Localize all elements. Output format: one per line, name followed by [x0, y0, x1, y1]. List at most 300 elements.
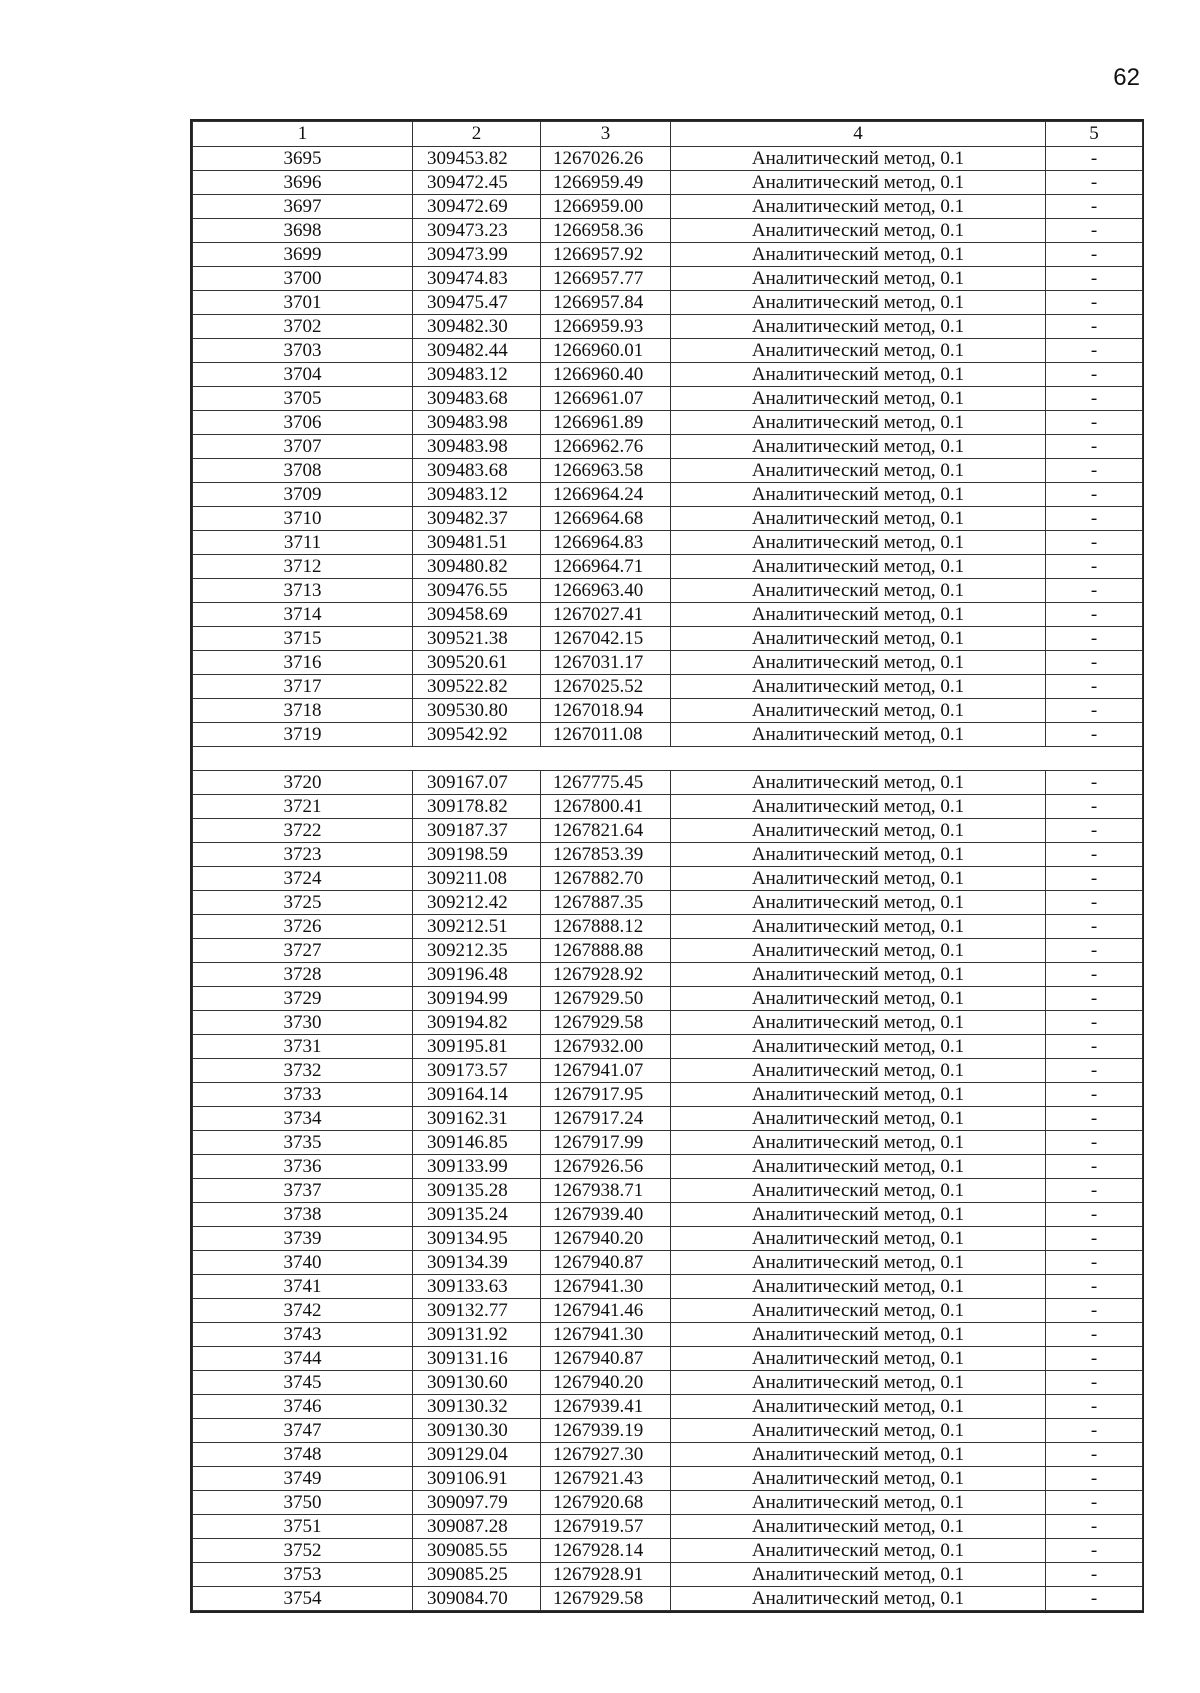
y-coordinate-cell: 1266959.49	[541, 171, 671, 195]
point-number-cell: 3752	[193, 1539, 413, 1563]
note-cell: -	[1046, 555, 1143, 579]
method-cell: Аналитический метод, 0.1	[671, 987, 1046, 1011]
y-coordinate-cell: 1267042.15	[541, 627, 671, 651]
point-number-cell: 3703	[193, 339, 413, 363]
point-number-cell: 3696	[193, 171, 413, 195]
method-cell: Аналитический метод, 0.1	[671, 939, 1046, 963]
note-cell: -	[1046, 795, 1143, 819]
point-number-cell: 3725	[193, 891, 413, 915]
y-coordinate-cell: 1267917.95	[541, 1083, 671, 1107]
note-cell: -	[1046, 1011, 1143, 1035]
y-coordinate-cell: 1267938.71	[541, 1179, 671, 1203]
point-number-cell: 3726	[193, 915, 413, 939]
y-coordinate-cell: 1266964.71	[541, 555, 671, 579]
table-row	[193, 363, 1143, 387]
method-cell: Аналитический метод, 0.1	[671, 459, 1046, 483]
point-number-cell: 3748	[193, 1443, 413, 1467]
table-row	[193, 627, 1143, 651]
table-row	[193, 843, 1143, 867]
y-coordinate-cell: 1267025.52	[541, 675, 671, 699]
note-cell: -	[1046, 1491, 1143, 1515]
point-number-cell: 3705	[193, 387, 413, 411]
point-number-cell: 3714	[193, 603, 413, 627]
method-cell: Аналитический метод, 0.1	[671, 1419, 1046, 1443]
y-coordinate-cell: 1266962.76	[541, 435, 671, 459]
point-number-cell: 3746	[193, 1395, 413, 1419]
table-row	[193, 603, 1143, 627]
note-cell: -	[1046, 315, 1143, 339]
method-cell: Аналитический метод, 0.1	[671, 1515, 1046, 1539]
note-cell: -	[1046, 651, 1143, 675]
y-coordinate-cell: 1267011.08	[541, 723, 671, 747]
note-cell: -	[1046, 435, 1143, 459]
method-cell: Аналитический метод, 0.1	[671, 1491, 1046, 1515]
note-cell: -	[1046, 1083, 1143, 1107]
table-row	[193, 1107, 1143, 1131]
point-number-cell: 3727	[193, 939, 413, 963]
note-cell: -	[1046, 891, 1143, 915]
point-number-cell: 3744	[193, 1347, 413, 1371]
note-cell: -	[1046, 147, 1143, 171]
y-coordinate-cell: 1266961.07	[541, 387, 671, 411]
x-coordinate-cell: 309134.95	[413, 1227, 541, 1251]
point-number-cell: 3736	[193, 1155, 413, 1179]
y-coordinate-cell: 1267882.70	[541, 867, 671, 891]
table-row	[193, 195, 1143, 219]
x-coordinate-cell: 309129.04	[413, 1443, 541, 1467]
method-cell: Аналитический метод, 0.1	[671, 1059, 1046, 1083]
method-cell: Аналитический метод, 0.1	[671, 195, 1046, 219]
point-number-cell: 3749	[193, 1467, 413, 1491]
x-coordinate-cell: 309087.28	[413, 1515, 541, 1539]
table-row	[193, 1347, 1143, 1371]
note-cell: -	[1046, 1347, 1143, 1371]
note-cell: -	[1046, 819, 1143, 843]
method-cell: Аналитический метод, 0.1	[671, 675, 1046, 699]
table-row	[193, 915, 1143, 939]
y-coordinate-cell: 1266957.92	[541, 243, 671, 267]
method-cell: Аналитический метод, 0.1	[671, 1203, 1046, 1227]
note-cell: -	[1046, 339, 1143, 363]
note-cell: -	[1046, 219, 1143, 243]
point-number-cell: 3742	[193, 1299, 413, 1323]
x-coordinate-cell: 309097.79	[413, 1491, 541, 1515]
x-coordinate-cell: 309164.14	[413, 1083, 541, 1107]
method-cell: Аналитический метод, 0.1	[671, 771, 1046, 795]
note-cell: -	[1046, 243, 1143, 267]
note-cell: -	[1046, 771, 1143, 795]
method-cell: Аналитический метод, 0.1	[671, 1035, 1046, 1059]
table-row	[193, 555, 1143, 579]
x-coordinate-cell: 309483.68	[413, 387, 541, 411]
method-cell: Аналитический метод, 0.1	[671, 483, 1046, 507]
method-cell: Аналитический метод, 0.1	[671, 1587, 1046, 1611]
y-coordinate-cell: 1267939.41	[541, 1395, 671, 1419]
x-coordinate-cell: 309135.24	[413, 1203, 541, 1227]
table-row	[193, 1323, 1143, 1347]
table-row	[193, 1467, 1143, 1491]
method-cell: Аналитический метод, 0.1	[671, 1371, 1046, 1395]
method-cell: Аналитический метод, 0.1	[671, 819, 1046, 843]
table-row	[193, 1131, 1143, 1155]
y-coordinate-cell: 1267929.58	[541, 1011, 671, 1035]
note-cell: -	[1046, 963, 1143, 987]
point-number-cell: 3745	[193, 1371, 413, 1395]
point-number-cell: 3750	[193, 1491, 413, 1515]
point-number-cell: 3697	[193, 195, 413, 219]
table-row	[193, 1587, 1143, 1611]
x-coordinate-cell: 309131.92	[413, 1323, 541, 1347]
x-coordinate-cell: 309085.55	[413, 1539, 541, 1563]
method-cell: Аналитический метод, 0.1	[671, 507, 1046, 531]
method-cell: Аналитический метод, 0.1	[671, 963, 1046, 987]
note-cell: -	[1046, 1275, 1143, 1299]
x-coordinate-cell: 309106.91	[413, 1467, 541, 1491]
y-coordinate-cell: 1267026.26	[541, 147, 671, 171]
x-coordinate-cell: 309194.82	[413, 1011, 541, 1035]
method-cell: Аналитический метод, 0.1	[671, 867, 1046, 891]
x-coordinate-cell: 309212.51	[413, 915, 541, 939]
point-number-cell: 3701	[193, 291, 413, 315]
y-coordinate-cell: 1267929.58	[541, 1587, 671, 1611]
x-coordinate-cell: 309146.85	[413, 1131, 541, 1155]
header-cell-2: 2	[413, 122, 541, 147]
note-cell: -	[1046, 387, 1143, 411]
point-number-cell: 3723	[193, 843, 413, 867]
note-cell: -	[1046, 507, 1143, 531]
note-cell: -	[1046, 603, 1143, 627]
point-number-cell: 3698	[193, 219, 413, 243]
table-row	[193, 819, 1143, 843]
x-coordinate-cell: 309458.69	[413, 603, 541, 627]
method-cell: Аналитический метод, 0.1	[671, 1275, 1046, 1299]
note-cell: -	[1046, 843, 1143, 867]
method-cell: Аналитический метод, 0.1	[671, 843, 1046, 867]
note-cell: -	[1046, 459, 1143, 483]
note-cell: -	[1046, 723, 1143, 747]
table-row	[193, 147, 1143, 171]
y-coordinate-cell: 1267940.87	[541, 1347, 671, 1371]
point-number-cell: 3733	[193, 1083, 413, 1107]
header-cell-4: 4	[671, 122, 1046, 147]
y-coordinate-cell: 1267887.35	[541, 891, 671, 915]
x-coordinate-cell: 309476.55	[413, 579, 541, 603]
method-cell: Аналитический метод, 0.1	[671, 1323, 1046, 1347]
y-coordinate-cell: 1267853.39	[541, 843, 671, 867]
y-coordinate-cell: 1267941.30	[541, 1323, 671, 1347]
point-number-cell: 3716	[193, 651, 413, 675]
point-number-cell: 3718	[193, 699, 413, 723]
note-cell: -	[1046, 987, 1143, 1011]
table-row	[193, 507, 1143, 531]
y-coordinate-cell: 1267800.41	[541, 795, 671, 819]
y-coordinate-cell: 1267031.17	[541, 651, 671, 675]
point-number-cell: 3719	[193, 723, 413, 747]
y-coordinate-cell: 1267940.87	[541, 1251, 671, 1275]
method-cell: Аналитический метод, 0.1	[671, 627, 1046, 651]
y-coordinate-cell: 1267920.68	[541, 1491, 671, 1515]
y-coordinate-cell: 1267932.00	[541, 1035, 671, 1059]
note-cell: -	[1046, 627, 1143, 651]
table-row	[193, 1011, 1143, 1035]
y-coordinate-cell: 1267940.20	[541, 1371, 671, 1395]
table-row	[193, 651, 1143, 675]
x-coordinate-cell: 309134.39	[413, 1251, 541, 1275]
table-row	[193, 1563, 1143, 1587]
table-row	[193, 1251, 1143, 1275]
point-number-cell: 3700	[193, 267, 413, 291]
y-coordinate-cell: 1267927.30	[541, 1443, 671, 1467]
note-cell: -	[1046, 579, 1143, 603]
note-cell: -	[1046, 267, 1143, 291]
x-coordinate-cell: 309473.23	[413, 219, 541, 243]
x-coordinate-cell: 309475.47	[413, 291, 541, 315]
note-cell: -	[1046, 1131, 1143, 1155]
method-cell: Аналитический метод, 0.1	[671, 363, 1046, 387]
y-coordinate-cell: 1267917.99	[541, 1131, 671, 1155]
x-coordinate-cell: 309521.38	[413, 627, 541, 651]
table-row	[193, 1419, 1143, 1443]
y-coordinate-cell: 1267928.14	[541, 1539, 671, 1563]
point-number-cell: 3740	[193, 1251, 413, 1275]
method-cell: Аналитический метод, 0.1	[671, 435, 1046, 459]
note-cell: -	[1046, 1251, 1143, 1275]
table-row	[193, 1059, 1143, 1083]
x-coordinate-cell: 309167.07	[413, 771, 541, 795]
y-coordinate-cell: 1266959.00	[541, 195, 671, 219]
point-number-cell: 3721	[193, 795, 413, 819]
method-cell: Аналитический метод, 0.1	[671, 1347, 1046, 1371]
method-cell: Аналитический метод, 0.1	[671, 291, 1046, 315]
y-coordinate-cell: 1266964.24	[541, 483, 671, 507]
x-coordinate-cell: 309473.99	[413, 243, 541, 267]
x-coordinate-cell: 309195.81	[413, 1035, 541, 1059]
point-number-cell: 3712	[193, 555, 413, 579]
x-coordinate-cell: 309482.30	[413, 315, 541, 339]
x-coordinate-cell: 309482.37	[413, 507, 541, 531]
y-coordinate-cell: 1266963.40	[541, 579, 671, 603]
x-coordinate-cell: 309173.57	[413, 1059, 541, 1083]
y-coordinate-cell: 1266959.93	[541, 315, 671, 339]
x-coordinate-cell: 309196.48	[413, 963, 541, 987]
x-coordinate-cell: 309483.68	[413, 459, 541, 483]
point-number-cell: 3695	[193, 147, 413, 171]
x-coordinate-cell: 309472.45	[413, 171, 541, 195]
table-row	[193, 1539, 1143, 1563]
y-coordinate-cell: 1267821.64	[541, 819, 671, 843]
point-number-cell: 3708	[193, 459, 413, 483]
method-cell: Аналитический метод, 0.1	[671, 339, 1046, 363]
note-cell: -	[1046, 1395, 1143, 1419]
y-coordinate-cell: 1267939.19	[541, 1419, 671, 1443]
method-cell: Аналитический метод, 0.1	[671, 387, 1046, 411]
method-cell: Аналитический метод, 0.1	[671, 1155, 1046, 1179]
point-number-cell: 3715	[193, 627, 413, 651]
x-coordinate-cell: 309530.80	[413, 699, 541, 723]
note-cell: -	[1046, 411, 1143, 435]
x-coordinate-cell: 309481.51	[413, 531, 541, 555]
method-cell: Аналитический метод, 0.1	[671, 1443, 1046, 1467]
table-row	[193, 267, 1143, 291]
coordinates-table	[192, 121, 1143, 1611]
point-number-cell: 3704	[193, 363, 413, 387]
note-cell: -	[1046, 1371, 1143, 1395]
method-cell: Аналитический метод, 0.1	[671, 651, 1046, 675]
x-coordinate-cell: 309520.61	[413, 651, 541, 675]
note-cell: -	[1046, 1203, 1143, 1227]
y-coordinate-cell: 1267919.57	[541, 1515, 671, 1539]
note-cell: -	[1046, 1179, 1143, 1203]
method-cell: Аналитический метод, 0.1	[671, 411, 1046, 435]
method-cell: Аналитический метод, 0.1	[671, 1395, 1046, 1419]
x-coordinate-cell: 309483.98	[413, 435, 541, 459]
table-row	[193, 579, 1143, 603]
note-cell: -	[1046, 363, 1143, 387]
point-number-cell: 3737	[193, 1179, 413, 1203]
point-number-cell: 3706	[193, 411, 413, 435]
y-coordinate-cell: 1266961.89	[541, 411, 671, 435]
table-row	[193, 387, 1143, 411]
method-cell: Аналитический метод, 0.1	[671, 1227, 1046, 1251]
note-cell: -	[1046, 1323, 1143, 1347]
method-cell: Аналитический метод, 0.1	[671, 579, 1046, 603]
method-cell: Аналитический метод, 0.1	[671, 891, 1046, 915]
point-number-cell: 3713	[193, 579, 413, 603]
method-cell: Аналитический метод, 0.1	[671, 219, 1046, 243]
x-coordinate-cell: 309483.12	[413, 363, 541, 387]
note-cell: -	[1046, 1563, 1143, 1587]
point-number-cell: 3734	[193, 1107, 413, 1131]
method-cell: Аналитический метод, 0.1	[671, 1539, 1046, 1563]
table-row	[193, 963, 1143, 987]
note-cell: -	[1046, 915, 1143, 939]
point-number-cell: 3743	[193, 1323, 413, 1347]
method-cell: Аналитический метод, 0.1	[671, 723, 1046, 747]
y-coordinate-cell: 1267917.24	[541, 1107, 671, 1131]
x-coordinate-cell: 309480.82	[413, 555, 541, 579]
note-cell: -	[1046, 675, 1143, 699]
note-cell: -	[1046, 1107, 1143, 1131]
method-cell: Аналитический метод, 0.1	[671, 795, 1046, 819]
x-coordinate-cell: 309085.25	[413, 1563, 541, 1587]
x-coordinate-cell: 309212.35	[413, 939, 541, 963]
note-cell: -	[1046, 531, 1143, 555]
method-cell: Аналитический метод, 0.1	[671, 603, 1046, 627]
y-coordinate-cell: 1267921.43	[541, 1467, 671, 1491]
x-coordinate-cell: 309132.77	[413, 1299, 541, 1323]
y-coordinate-cell: 1267775.45	[541, 771, 671, 795]
point-number-cell: 3709	[193, 483, 413, 507]
note-cell: -	[1046, 1419, 1143, 1443]
method-cell: Аналитический метод, 0.1	[671, 531, 1046, 555]
method-cell: Аналитический метод, 0.1	[671, 315, 1046, 339]
header-cell-3: 3	[541, 122, 671, 147]
point-number-cell: 3711	[193, 531, 413, 555]
point-number-cell: 3724	[193, 867, 413, 891]
note-cell: -	[1046, 195, 1143, 219]
note-cell: -	[1046, 1467, 1143, 1491]
x-coordinate-cell: 309483.12	[413, 483, 541, 507]
point-number-cell: 3753	[193, 1563, 413, 1587]
y-coordinate-cell: 1267888.12	[541, 915, 671, 939]
table-header-row	[193, 122, 1143, 147]
y-coordinate-cell: 1267928.92	[541, 963, 671, 987]
table-row	[193, 435, 1143, 459]
note-cell: -	[1046, 1155, 1143, 1179]
method-cell: Аналитический метод, 0.1	[671, 1563, 1046, 1587]
table-row	[193, 939, 1143, 963]
y-coordinate-cell: 1267940.20	[541, 1227, 671, 1251]
y-coordinate-cell: 1267929.50	[541, 987, 671, 1011]
x-coordinate-cell: 309135.28	[413, 1179, 541, 1203]
table-row	[193, 411, 1143, 435]
table-row	[193, 459, 1143, 483]
note-cell: -	[1046, 699, 1143, 723]
x-coordinate-cell: 309130.60	[413, 1371, 541, 1395]
x-coordinate-cell: 309198.59	[413, 843, 541, 867]
method-cell: Аналитический метод, 0.1	[671, 1251, 1046, 1275]
note-cell: -	[1046, 867, 1143, 891]
table-row	[193, 867, 1143, 891]
note-cell: -	[1046, 1059, 1143, 1083]
x-coordinate-cell: 309133.63	[413, 1275, 541, 1299]
table-row	[193, 243, 1143, 267]
note-cell: -	[1046, 483, 1143, 507]
point-number-cell: 3720	[193, 771, 413, 795]
y-coordinate-cell: 1267018.94	[541, 699, 671, 723]
table-row	[193, 531, 1143, 555]
point-number-cell: 3710	[193, 507, 413, 531]
y-coordinate-cell: 1267027.41	[541, 603, 671, 627]
method-cell: Аналитический метод, 0.1	[671, 555, 1046, 579]
note-cell: -	[1046, 1227, 1143, 1251]
method-cell: Аналитический метод, 0.1	[671, 1299, 1046, 1323]
note-cell: -	[1046, 1035, 1143, 1059]
point-number-cell: 3738	[193, 1203, 413, 1227]
x-coordinate-cell: 309084.70	[413, 1587, 541, 1611]
header-cell-5: 5	[1046, 122, 1143, 147]
table-row	[193, 171, 1143, 195]
y-coordinate-cell: 1267941.46	[541, 1299, 671, 1323]
x-coordinate-cell: 309162.31	[413, 1107, 541, 1131]
table-row	[193, 795, 1143, 819]
point-number-cell: 3728	[193, 963, 413, 987]
coordinates-table-container	[190, 119, 1144, 1613]
header-cell-1: 1	[193, 122, 413, 147]
table-row	[193, 1155, 1143, 1179]
x-coordinate-cell: 309131.16	[413, 1347, 541, 1371]
point-number-cell: 3707	[193, 435, 413, 459]
point-number-cell: 3729	[193, 987, 413, 1011]
y-coordinate-cell: 1267939.40	[541, 1203, 671, 1227]
table-row	[193, 339, 1143, 363]
table-row	[193, 891, 1143, 915]
table-row	[193, 1299, 1143, 1323]
x-coordinate-cell: 309211.08	[413, 867, 541, 891]
y-coordinate-cell: 1266964.68	[541, 507, 671, 531]
y-coordinate-cell: 1266963.58	[541, 459, 671, 483]
y-coordinate-cell: 1267928.91	[541, 1563, 671, 1587]
table-row	[193, 987, 1143, 1011]
y-coordinate-cell: 1267926.56	[541, 1155, 671, 1179]
method-cell: Аналитический метод, 0.1	[671, 699, 1046, 723]
note-cell: -	[1046, 1515, 1143, 1539]
point-number-cell: 3735	[193, 1131, 413, 1155]
y-coordinate-cell: 1267888.88	[541, 939, 671, 963]
note-cell: -	[1046, 171, 1143, 195]
table-row	[193, 675, 1143, 699]
x-coordinate-cell: 309194.99	[413, 987, 541, 1011]
